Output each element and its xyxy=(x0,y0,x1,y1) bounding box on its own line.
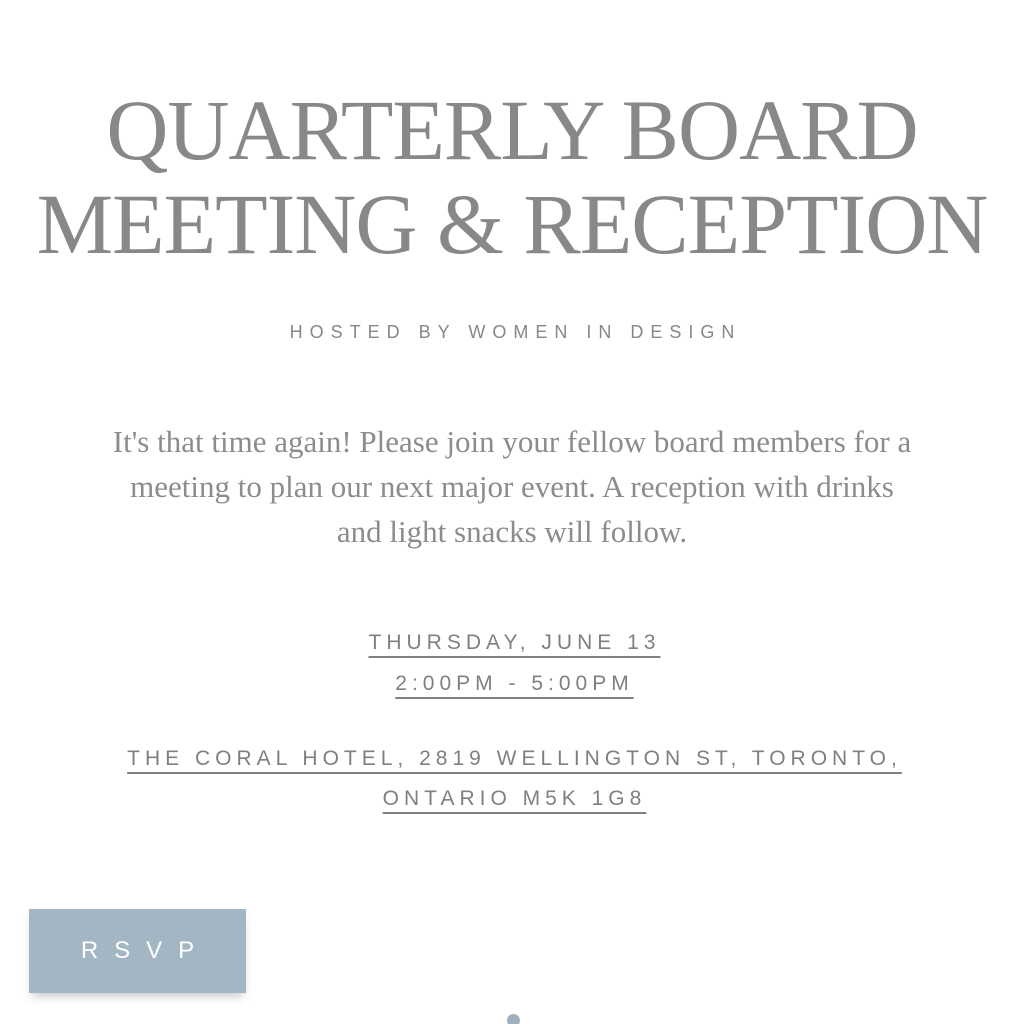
page-title-line1: QUARTERLY BOARD xyxy=(106,82,918,178)
page-title xyxy=(0,83,1024,271)
invitation-body-line3: and light snacks will follow. xyxy=(336,514,688,549)
venue-address-link-line1[interactable]: THE CORAL HOTEL, 2819 WELLINGTON ST, TORONTO, xyxy=(127,747,902,770)
invitation-body-line2: meeting to plan our next major event. A reception with drinks xyxy=(130,469,894,504)
venue-address-link-line2[interactable]: ONTARIO M5K 1G8 xyxy=(382,787,647,810)
page-title-line2: MEETING & RECEPTION xyxy=(36,176,988,272)
hosted-by-subtitle: HOSTED BY WOMEN IN DESIGN xyxy=(289,322,742,342)
invitation-body-line1: It's that time again! Please join your fellow board members for a xyxy=(112,424,912,459)
invitation-body xyxy=(102,419,922,554)
event-date-link[interactable]: THURSDAY, JUNE 13 xyxy=(368,631,661,654)
rsvp-button[interactable]: RSVP xyxy=(29,909,246,993)
event-time-link[interactable]: 2:00PM - 5:00PM xyxy=(395,672,634,695)
accent-dot-decoration xyxy=(507,1014,520,1024)
